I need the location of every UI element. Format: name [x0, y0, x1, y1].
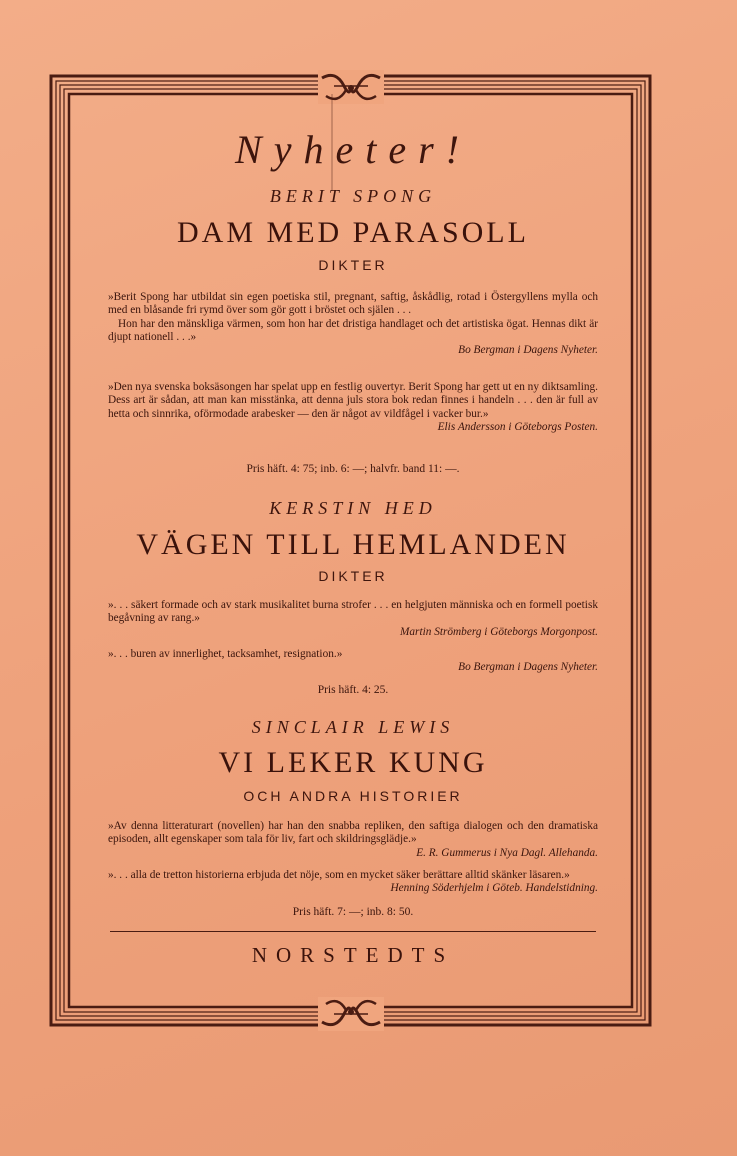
review-attribution: E. R. Gummerus i Nya Dagl. Allehanda. — [416, 846, 598, 859]
review-quote: ». . . buren av innerlighet, tacksamhet, resignation.» — [108, 648, 343, 660]
book-sinclair-lewis — [108, 717, 598, 738]
book-subtitle: DIKTER — [318, 257, 388, 273]
review-quote: »Av denna litteraturart (novellen) har han den snabba repliken, den saftiga dialogen och den dramatiska episoden, allt egenskaper som tala för liv, fart och skildringsglädje.» — [108, 820, 598, 846]
top-ornament — [318, 70, 384, 104]
review-quote: »Berit Spong har utbildat sin egen poetiska stil, pregnant, saftig, åskådlig, rotad i Östergyllens mylla och med en blåsande fri rymd över som gör gott i bröstet och själen . . . — [108, 291, 598, 317]
book-berit-spong — [108, 186, 598, 207]
review-quote: ». . . säkert formade och av stark musikalitet burna strofer . . . en helgjuten människa och en formell poetisk begåvning av rang.» — [108, 599, 598, 625]
book-subtitle: DIKTER — [318, 568, 388, 584]
divider-rule — [110, 931, 596, 932]
review-attribution: Martin Strömberg i Göteborgs Morgonpost. — [399, 625, 598, 638]
review-quote: Hon har den mänskliga värmen, som hon har det dristiga handlaget och det artistiska ögat. Hennas dikt är djupt nationell . . .» — [108, 317, 598, 343]
book-title: DAM MED PARASOLL — [177, 216, 529, 249]
book-title: VÄGEN TILL HEMLANDEN — [136, 528, 570, 561]
review-attribution: Bo Bergman i Dagens Nyheter. — [458, 344, 598, 357]
book-author: SINCLAIR LEWIS — [251, 717, 455, 737]
review-attribution: Henning Söderhjelm i Göteb. Handelstidning. — [390, 882, 598, 895]
publisher-name: NORSTEDTS — [251, 943, 455, 967]
book-author: BERIT SPONG — [269, 186, 437, 206]
book-kerstin-hed — [108, 498, 598, 519]
book-subtitle: OCH ANDRA HISTORIER — [243, 788, 463, 804]
book-price: Pris häft. 7: —; inb. 8: 50. — [292, 906, 414, 918]
book-title: VI LEKER KUNG — [218, 746, 488, 779]
review-quote: ». . . alla de tretton historierna erbjuda det nöje, som en mycket säker berättare alltid skänker läsaren.» — [108, 869, 570, 881]
review-quote: »Den nya svenska boksäsongen har spelat upp en festlig ouvertyr. Berit Spong har gett ut en ny diktsamling. Dess art är sådan, att man kan misstänka, att denna juls stora bok redan finnes i handeln . . . den är full av hetta och sinnrika, oförmodade arabesker — den är något av vildfågel i vacker bur.» — [108, 381, 598, 420]
book-author: KERSTIN HED — [269, 498, 437, 518]
book-price: Pris häft. 4: 75; inb. 6: —; halvfr. band 11: —. — [246, 463, 460, 475]
review-attribution: Elis Andersson i Göteborgs Posten. — [437, 420, 598, 433]
book-price: Pris häft. 4: 25. — [317, 684, 389, 696]
headline: Nyheter! — [235, 127, 471, 172]
review-attribution: Bo Bergman i Dagens Nyheter. — [458, 661, 598, 674]
bottom-ornament — [318, 997, 384, 1031]
